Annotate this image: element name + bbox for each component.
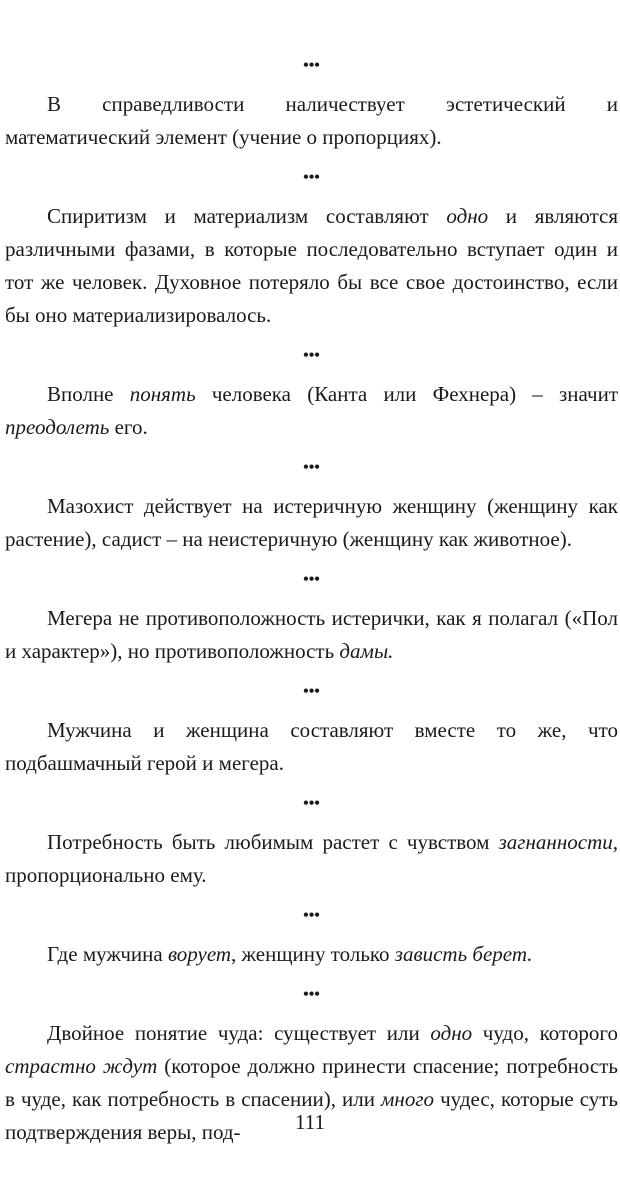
- text-run: чудо, которого: [472, 1021, 618, 1045]
- section-separator: •••: [303, 57, 320, 74]
- separator-gap: [5, 816, 618, 826]
- separator-gap: [5, 592, 618, 602]
- section-separator: •••: [303, 571, 320, 588]
- section-separator: •••: [303, 459, 320, 476]
- italic-text: понять: [129, 382, 196, 406]
- aphorism-paragraph: [5, 602, 618, 668]
- section-separator: •••: [303, 795, 320, 812]
- text-run: Мужчина и женщина составляют вместе то же, что подбашмачный герой и мегера.: [5, 718, 618, 775]
- italic-text: зависть берет.: [394, 942, 533, 966]
- page-body: [5, 54, 618, 1161]
- text-run: (которое должно принести спасение; потребность в чуде, как потребность в спасении), или: [5, 1054, 618, 1111]
- text-run: Где мужчина: [47, 942, 168, 966]
- aphorism-paragraph: [5, 826, 618, 892]
- text-run: Спиритизм и материализм составляют: [47, 204, 447, 228]
- aphorism-paragraph: [5, 714, 618, 780]
- text-run: Мегера не противоположность истерички, как я полагал («Пол и характер»), но противоположность: [5, 606, 618, 663]
- page-number: 111: [295, 1110, 325, 1134]
- separator-gap: [5, 928, 618, 938]
- separator-gap: [5, 190, 618, 200]
- italic-text: одно: [446, 204, 489, 228]
- text-run: Двойное понятие чуда: существует или: [47, 1021, 431, 1045]
- separator-gap: [5, 704, 618, 714]
- aphorism-paragraph: [5, 378, 618, 444]
- italic-text: дамы.: [339, 639, 394, 663]
- text-run: человека (Канта или Фехнера) – значит: [195, 382, 619, 406]
- separator-gap: [5, 1007, 618, 1017]
- section-separator: •••: [303, 986, 320, 1003]
- section-separator: •••: [303, 683, 320, 700]
- text-run: Мазохист действует на истеричную женщину (женщину как растение), садист – на неистеричную (женщину как животное).: [5, 494, 618, 551]
- text-run: пропорционально ему.: [5, 863, 207, 887]
- aphorism-paragraph: [5, 938, 618, 971]
- italic-text: страстно ждут: [5, 1054, 158, 1078]
- text-content: [5, 54, 618, 1149]
- section-separator: •••: [303, 347, 320, 364]
- italic-text: одно: [430, 1021, 473, 1045]
- aphorism-paragraph: [5, 88, 618, 154]
- separator-gap: [5, 480, 618, 490]
- section-separator: •••: [303, 907, 320, 924]
- italic-text: много: [381, 1087, 435, 1111]
- text-run: его.: [109, 415, 148, 439]
- text-run: Потребность быть любимым растет с чувством: [47, 830, 499, 854]
- italic-text: ворует: [167, 942, 232, 966]
- text-run: В справедливости наличествует эстетический и математический элемент (учение о пропорциях).: [5, 92, 618, 149]
- aphorism-paragraph: [5, 200, 618, 332]
- aphorism-paragraph: [5, 490, 618, 556]
- italic-text: загнанности,: [498, 830, 618, 854]
- text-run: Вполне: [47, 382, 130, 406]
- section-separator: •••: [303, 169, 320, 186]
- separator-gap: [5, 78, 618, 88]
- text-run: чудес, которые суть подтверждения веры, под-: [5, 1087, 619, 1144]
- text-run: и являются различными фазами, в которые последовательно вступает один и тот же человек. Духовное потеряло бы все свое достоинство, если бы оно материализировалось.: [5, 204, 618, 327]
- separator-gap: [5, 368, 618, 378]
- text-run: , женщину только: [231, 942, 395, 966]
- italic-text: преодолеть: [5, 415, 110, 439]
